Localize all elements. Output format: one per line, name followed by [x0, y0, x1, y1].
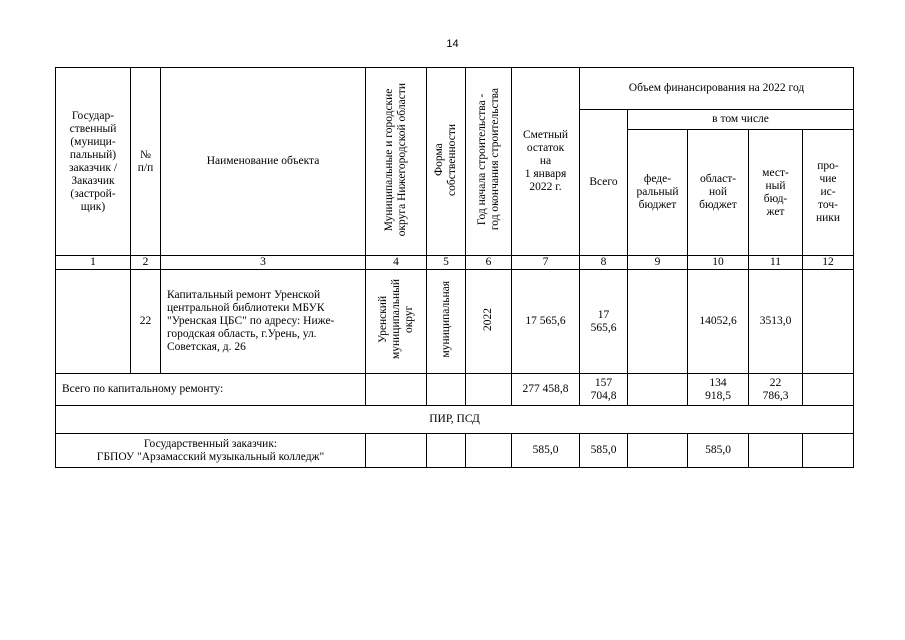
cell-local: [749, 434, 803, 468]
cell-federal: [628, 270, 688, 374]
table-row-object: [56, 270, 854, 374]
cell-remaining: 277 458,8: [512, 374, 580, 406]
cell-regional: 585,0: [688, 434, 749, 468]
cell-ownership: [427, 434, 466, 468]
table-row-customer: [56, 434, 854, 468]
header-including: в том числе: [628, 110, 854, 130]
cell-number: 22: [131, 270, 161, 374]
column-number: 2: [131, 256, 161, 270]
column-number: 5: [427, 256, 466, 270]
cell-remaining: 17 565,6: [512, 270, 580, 374]
cell-district: [366, 374, 427, 406]
column-number: 1: [56, 256, 131, 270]
cell-other: [803, 270, 854, 374]
column-number: 10: [688, 256, 749, 270]
table-row-total: [56, 374, 854, 406]
cell-object-name: Капитальный ремонт Уренской центральной библиотеки МБУК "Уренская ЦБС" по адресу: Ниже-городская область, г.Урень, ул. Советская, д. 26: [161, 270, 366, 374]
cell-ownership: [427, 374, 466, 406]
cell-customer-label: Государственный заказчик: ГБПОУ "Арзамасский музыкальный колледж": [56, 434, 366, 468]
cell-district: Уренский муниципальный округ: [366, 270, 427, 374]
section-title: ПИР, ПСД: [56, 406, 854, 434]
column-number: 12: [803, 256, 854, 270]
header-object-name: Наименование объекта: [161, 68, 366, 256]
column-number: 4: [366, 256, 427, 270]
cell-other: [803, 374, 854, 406]
header-years: Год начала строительства - год окончания строительства: [466, 68, 512, 256]
cell-year: 2022: [466, 270, 512, 374]
cell-federal: [628, 374, 688, 406]
header-customer: Государ- ственный (муници- пальный) заказчик / Заказчик (застрой- щик): [56, 68, 131, 256]
header-other: про- чие ис- точ- ники: [803, 130, 854, 256]
financing-table: [55, 67, 854, 468]
column-number: 6: [466, 256, 512, 270]
column-number: 9: [628, 256, 688, 270]
cell-year: [466, 434, 512, 468]
cell-local: 3513,0: [749, 270, 803, 374]
cell-regional: 14052,6: [688, 270, 749, 374]
header-ownership: Форма собственности: [427, 68, 466, 256]
column-number: 3: [161, 256, 366, 270]
cell-regional: 134 918,5: [688, 374, 749, 406]
cell-total-label: Всего по капитальному ремонту:: [56, 374, 366, 406]
section-row: [56, 406, 854, 434]
header-federal: феде- ральный бюджет: [628, 130, 688, 256]
page-number: 14: [446, 38, 459, 50]
header-number: № п/п: [131, 68, 161, 256]
cell-year: [466, 374, 512, 406]
column-numbers-row: [56, 256, 854, 270]
column-number: 7: [512, 256, 580, 270]
header-local: мест- ный бюд- жет: [749, 130, 803, 256]
cell-district: [366, 434, 427, 468]
header-funding: Объем финансирования на 2022 год: [580, 68, 854, 110]
cell-customer: [56, 270, 131, 374]
header-total: Всего: [580, 110, 628, 256]
cell-federal: [628, 434, 688, 468]
cell-total: 157 704,8: [580, 374, 628, 406]
header-remaining: Сметный остаток на 1 января 2022 г.: [512, 68, 580, 256]
cell-local: 22 786,3: [749, 374, 803, 406]
header-regional: област- ной бюджет: [688, 130, 749, 256]
cell-total: 17 565,6: [580, 270, 628, 374]
header-district: Муниципальные и городские округа Нижегородской области: [366, 68, 427, 256]
column-number: 11: [749, 256, 803, 270]
cell-other: [803, 434, 854, 468]
cell-ownership: муниципальная: [427, 270, 466, 374]
column-number: 8: [580, 256, 628, 270]
cell-total: 585,0: [580, 434, 628, 468]
cell-remaining: 585,0: [512, 434, 580, 468]
